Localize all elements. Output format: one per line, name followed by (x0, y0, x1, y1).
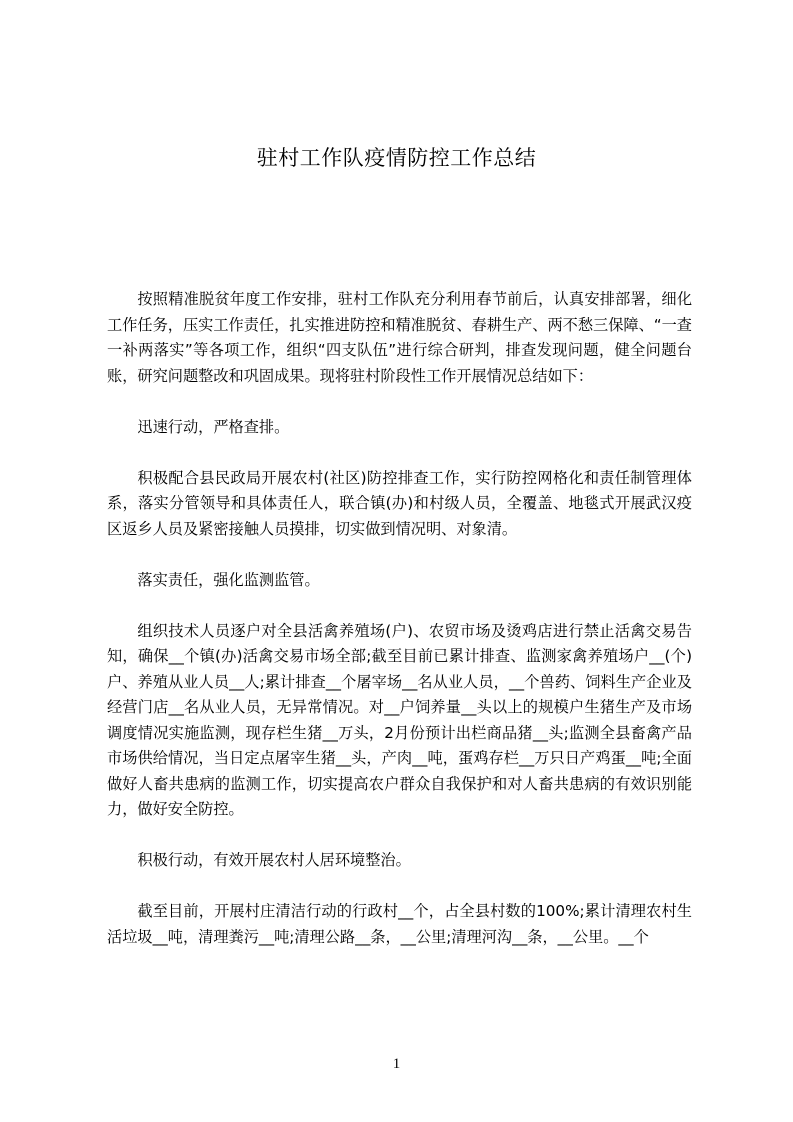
intro-paragraph: 按照精准脱贫年度工作安排，驻村工作队充分利用春节前后，认真安排部署，细化工作任务，压实工作责任，扎实推进防控和精准脱贫、春耕生产、两不愁三保障、“一查一补两落实”等各项工作，组织“四支队伍”进行综合研判，排查发现问题，健全问题台账，研究问题整改和巩固成果。现将驻村阶段性工作开展情况总结如下： (107, 290, 692, 385)
section-body-3: 截至目前，开展村庄清洁行动的行政村__个，占全县村数的100%;累计清理农村生活垃圾__吨，清理粪污__吨;清理公路__条，__公里;清理河沟__条，__公里。__个 (107, 902, 692, 946)
section-heading-1: 迅速行动，严格查排。 (137, 417, 290, 436)
section-heading-3: 积极行动，有效开展农村人居环境整治。 (137, 851, 411, 869)
page-number: 1 (392, 1056, 401, 1072)
section-body-1: 积极配合县民政局开展农村(社区)防控排查工作，实行防控网格化和责任制管理体系，落实分管领导和具体责任人，联合镇(办)和村级人员，全覆盖、地毯式开展武汉疫区返乡人员及紧密接触人员摸排，切实做到情况明、对象清。 (107, 468, 692, 538)
document-title: 驻村工作队疫情防控工作总结 (256, 146, 537, 170)
section-body-2: 组织技术人员逐户对全县活禽养殖场(户)、农贸市场及烫鸡店进行禁止活禽交易告知，确保__个镇(办)活禽交易市场全部;截至目前已累计排查、监测家禽养殖场户__(个)户、养殖从业人员__人;累计排查__个屠宰场__名从业人员，__个兽药、饲料生产企业及经营门店__名从业人员，无异常情况。对__户饲养量__头以上的规模户生猪生产及市场调度情况实施监测，现存栏生猪__万头，2月份预计出栏商品猪__头;监测全县畜禽产品市场供给情况，当日定点屠宰生猪__头，产肉__吨，蛋鸡存栏__万只日产鸡蛋__吨;全面做好人畜共患病的监测工作，切实提高农户群众自我保护和对人畜共患病的有效识别能力，做好安全防控。 (107, 621, 692, 818)
document-body (107, 287, 692, 950)
section-heading-2: 落实责任，强化监测监管。 (137, 570, 320, 589)
